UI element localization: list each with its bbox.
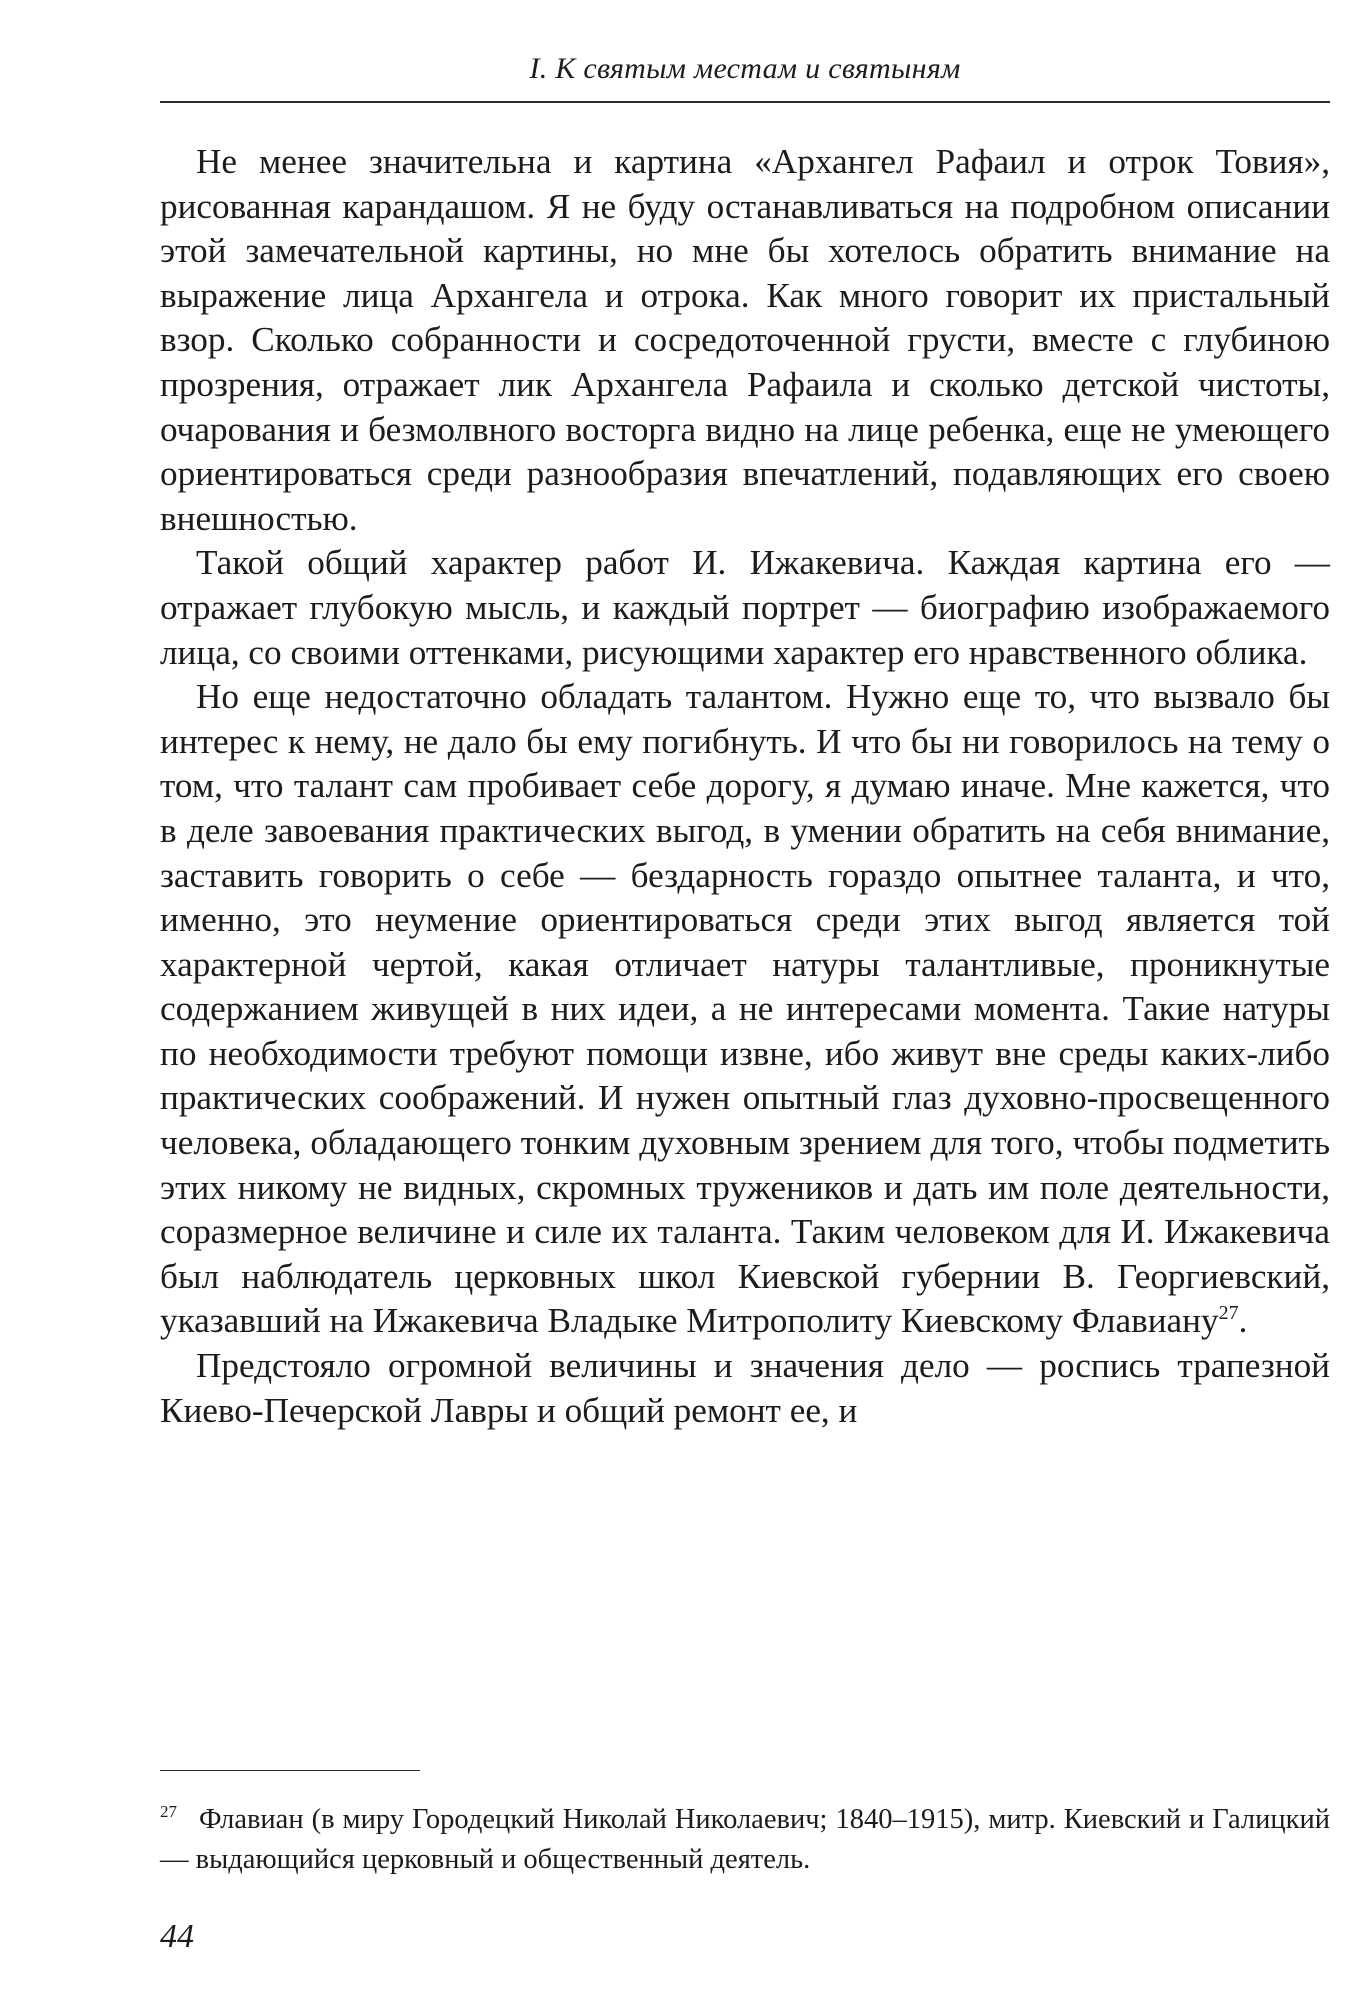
paragraph-3 — [160, 675, 1330, 1344]
paragraph-2: Такой общий характер работ И. Ижакевича. Каждая картина его — отражает глубокую мысль, и каждый портрет — биографию изображаемого лица, со своими оттенками, рисующими характер его нравственного облика. — [160, 543, 1330, 672]
footnote-number: 27 — [160, 1802, 177, 1821]
paragraph-1: Не менее значительна и картина «Архангел Рафаил и отрок Товия», рисованная карандашом. Я не буду останавливаться на подробном описании этой замечательной картины, но мне бы хотелось обратить внимание на выражение лица Архангела и отрока. Как много говорит их пристальный взор. Сколько собранности и сосредоточенной грусти, вместе с глубиною прозрения, отражает лик Архангела Рафаила и сколько детской чистоты, очарования и безмолвного восторга видно на лице ребенка, еще не умеющего ориентироваться среди разнообразия впечатлений, подавляющих его своею внешностью. — [160, 142, 1330, 538]
footnote-rule — [160, 1770, 420, 1771]
main-text — [160, 140, 1330, 1433]
footnote-text: Флавиан (в миру Городецкий Николай Николаевич; 1840–1915), митр. Киевский и Галицкий — выдающийся церковный и общественный деятель. — [160, 1804, 1330, 1875]
header-rule — [160, 101, 1330, 103]
page-number: 44 — [160, 1918, 194, 1955]
footnote — [160, 1800, 1330, 1880]
running-header: I. К святым местам и святыням — [529, 52, 961, 85]
paragraph-4: Предстояло огромной величины и значения дело — роспись трапезной Киево-Печерской Лавры и общий ремонт ее, и — [160, 1346, 1330, 1430]
footnote-reference: 27 — [1218, 1302, 1239, 1325]
paragraph-3-end: . — [1238, 1301, 1248, 1341]
paragraph-3-text: Но еще недостаточно обладать талантом. Нужно еще то, что вызвало бы интерес к нему, не дало бы ему погибнуть. И что бы ни говорилось на тему о том, что талант сам пробивает себе дорогу, я думаю иначе. Мне кажется, что в деле завоевания практических выгод, в умении обратить на себя внимание, заставить говорить о себе — бездарность гораздо опытнее таланта, и что, именно, это неумение ориентироваться среди этих выгод является той характерной чертой, какая отличает натуры талантливые, проникнутые содержанием живущей в них идеи, а не интересами момента. Такие натуры по необходимости требуют помощи извне, ибо живут вне среды каких-либо практических соображений. И нужен опытный глаз духовно-просвещенного человека, обладающего тонким духовным зрением для того, чтобы подметить этих никому не видных, скромных тружеников и дать им поле деятельности, соразмерное величине и силе их таланта. Таким человеком для И. Ижакевича был наблюдатель церковных школ Киевской губернии В. Георгиевский, указавший на Ижакевича Владыке Митрополиту Киевскому Флавиану — [160, 677, 1330, 1341]
